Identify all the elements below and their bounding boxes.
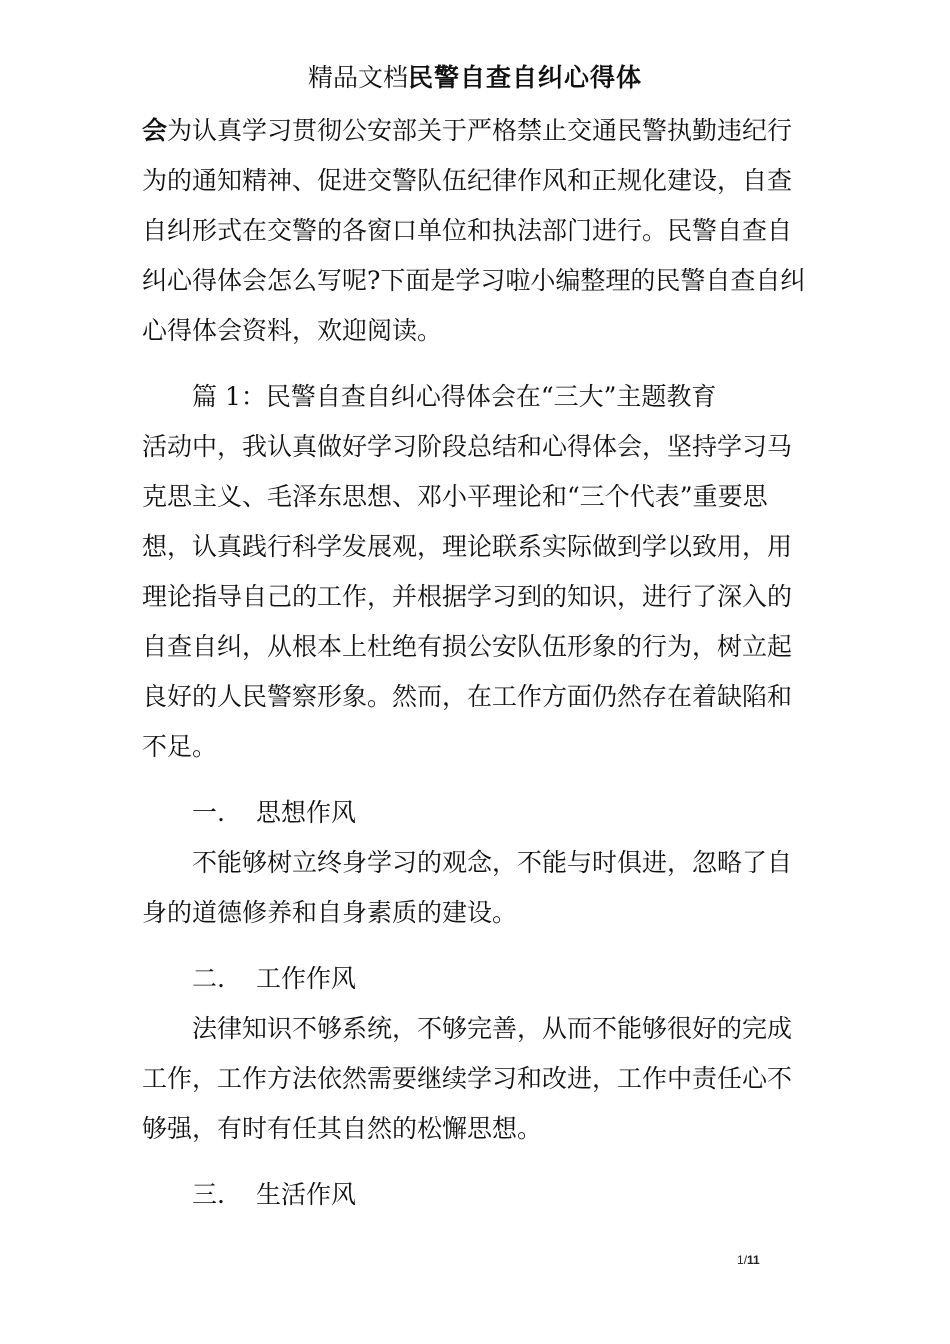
title-continuation: 会 <box>142 116 168 145</box>
section-number: 二. <box>192 964 225 993</box>
brand-label: 精品文档 <box>307 63 408 92</box>
intro-paragraph <box>142 106 810 356</box>
total-pages: 11 <box>747 1253 760 1267</box>
section-title: 生活作风 <box>256 1180 357 1209</box>
section-heading-1 <box>142 788 810 838</box>
section-title: 工作作风 <box>256 964 357 993</box>
page-number <box>737 1253 760 1267</box>
article-body: 活动中，我认真做好学习阶段总结和心得体会，坚持学习马克思主义、毛泽东思想、邓小平理论和“三个代表”重要思想，认真践行科学发展观，理论联系实际做到学以致用，用理论指导自己的工作，并根据学习到的知识，进行了深入的自查自纠，从根本上杜绝有损公安队伍形象的行为，树立起良好的人民警察形象。然而，在工作方面仍然存在着缺陷和不足。 <box>142 432 793 761</box>
section-heading-2 <box>142 954 810 1004</box>
page-header <box>0 60 950 96</box>
section-text-1: 不能够树立终身学习的观念，不能与时俱进，忽略了自身的道德修养和自身素质的建设。 <box>142 848 793 927</box>
intro-text: 为认真学习贯彻公安部关于严格禁止交通民警执勤违纪行为的通知精神、促进交警队伍纪律作风和正规化建设，自查自纠形式在交警的各窗口单位和执法部门进行。民警自查自纠心得体会怎么写呢?下面是学习啦小编整理的民警自查自纠心得体会资料，欢迎阅读。 <box>142 116 806 345</box>
section-heading-3 <box>142 1170 810 1220</box>
current-page: 1 <box>737 1253 744 1267</box>
section-text-2: 法律知识不够系统，不够完善，从而不能够很好的完成工作，工作方法依然需要继续学习和改进，工作中责任心不够强，有时有任其自然的松懈思想。 <box>142 1014 793 1143</box>
section-title: 思想作风 <box>256 798 357 827</box>
section-number: 一. <box>192 798 225 827</box>
document-title: 民警自查自纠心得体 <box>408 63 643 92</box>
page-separator: / <box>743 1253 748 1267</box>
document-body <box>142 106 810 1220</box>
section-number: 三. <box>192 1180 225 1209</box>
article-title-line: 篇 1：民警自查自纠心得体会在“三大”主题教育 <box>192 382 717 411</box>
